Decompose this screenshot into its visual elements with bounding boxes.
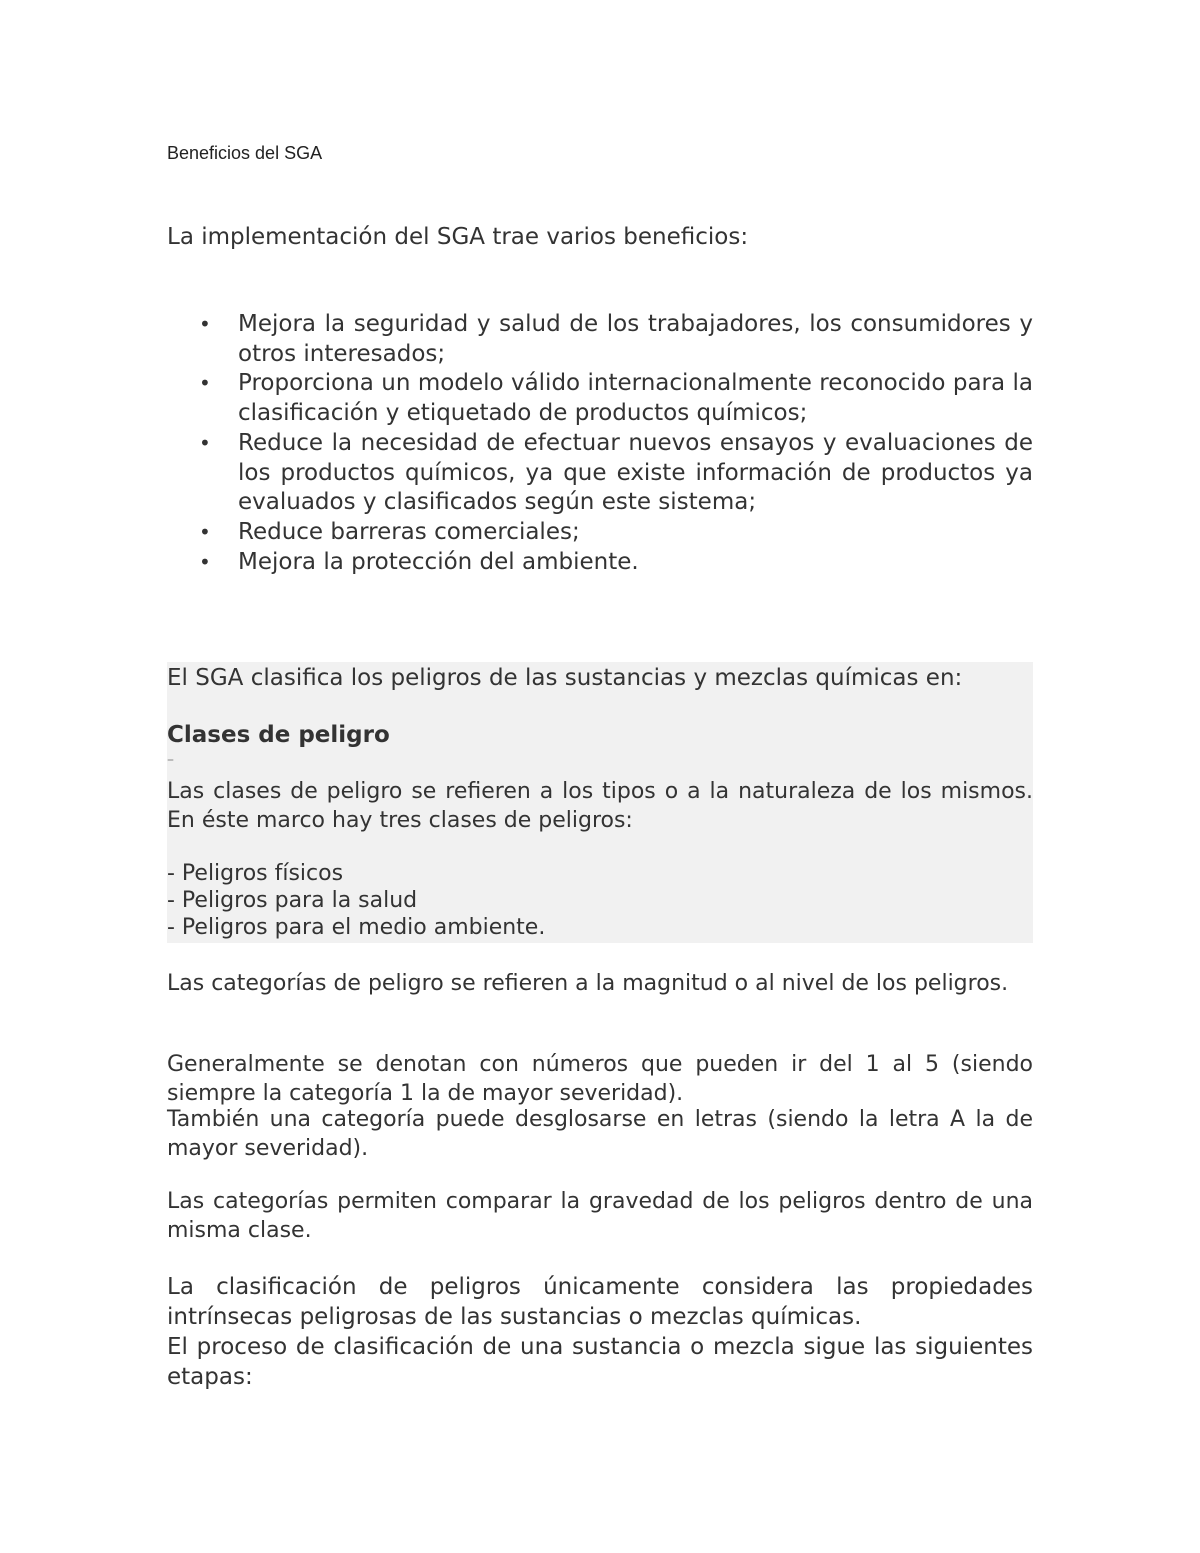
list-item [167,548,1033,578]
hazard-class-item: - Peligros para el medio ambiente. [167,915,546,940]
list-item [167,429,1033,518]
hazard-class-item: - Peligros físicos [167,861,344,886]
benefit-text: Mejora la protección del ambiente. [238,548,639,575]
dash-separator: – [167,752,174,768]
document-title: Beneficios del SGA [167,143,323,163]
list-item [167,310,1033,369]
bullet-icon: • [199,519,211,544]
benefit-text: Proporciona un modelo válido internacionalmente reconocido para la clasificación y etiquetado de productos químicos; [238,370,1033,427]
hazard-classes-description: Las clases de peligro se refieren a los tipos o a la naturaleza de los mismos. En éste marco hay tres clases de peligros: [167,779,1033,833]
bullet-icon: • [199,549,211,574]
list-item [167,369,1033,428]
benefit-text: Reduce barreras comerciales; [238,518,580,545]
bullet-icon: • [199,371,211,396]
process-paragraph: El proceso de clasificación de una sustancia o mezcla sigue las siguientes etapas: [167,1334,1033,1390]
hazard-box-intro: El SGA clasifica los peligros de las sustancias y mezclas químicas en: [167,665,963,691]
compare-paragraph: Las categorías permiten comparar la gravedad de los peligros dentro de una misma clase. [167,1189,1033,1243]
numbers-paragraph: Generalmente se denotan con números que pueden ir del 1 al 5 (siendo siempre la categoría 1 la de mayor severidad). [167,1052,1033,1106]
letters-paragraph: También una categoría puede desglosarse en letras (siendo la letra A la de mayor severidad). [167,1107,1033,1161]
benefits-intro: La implementación del SGA trae varios beneficios: [167,224,749,250]
benefits-list [167,310,1033,577]
classification-paragraph: La clasificación de peligros únicamente considera las propiedades intrínsecas peligrosas de las sustancias o mezclas químicas. [167,1274,1033,1330]
hazard-class-item: - Peligros para la salud [167,888,418,913]
hazard-classes-heading: Clases de peligro [167,722,390,748]
list-item [167,518,1033,548]
benefit-text: Mejora la seguridad y salud de los trabajadores, los consumidores y otros interesados; [238,311,1033,367]
bullet-icon: • [199,430,211,455]
categories-paragraph: Las categorías de peligro se refieren a la magnitud o al nivel de los peligros. [167,971,1009,996]
bullet-icon: • [199,312,211,336]
benefit-text: Reduce la necesidad de efectuar nuevos ensayos y evaluaciones de los productos químicos, ya que existe información de productos ya evaluados y clasificados según este sistema; [238,429,1033,516]
